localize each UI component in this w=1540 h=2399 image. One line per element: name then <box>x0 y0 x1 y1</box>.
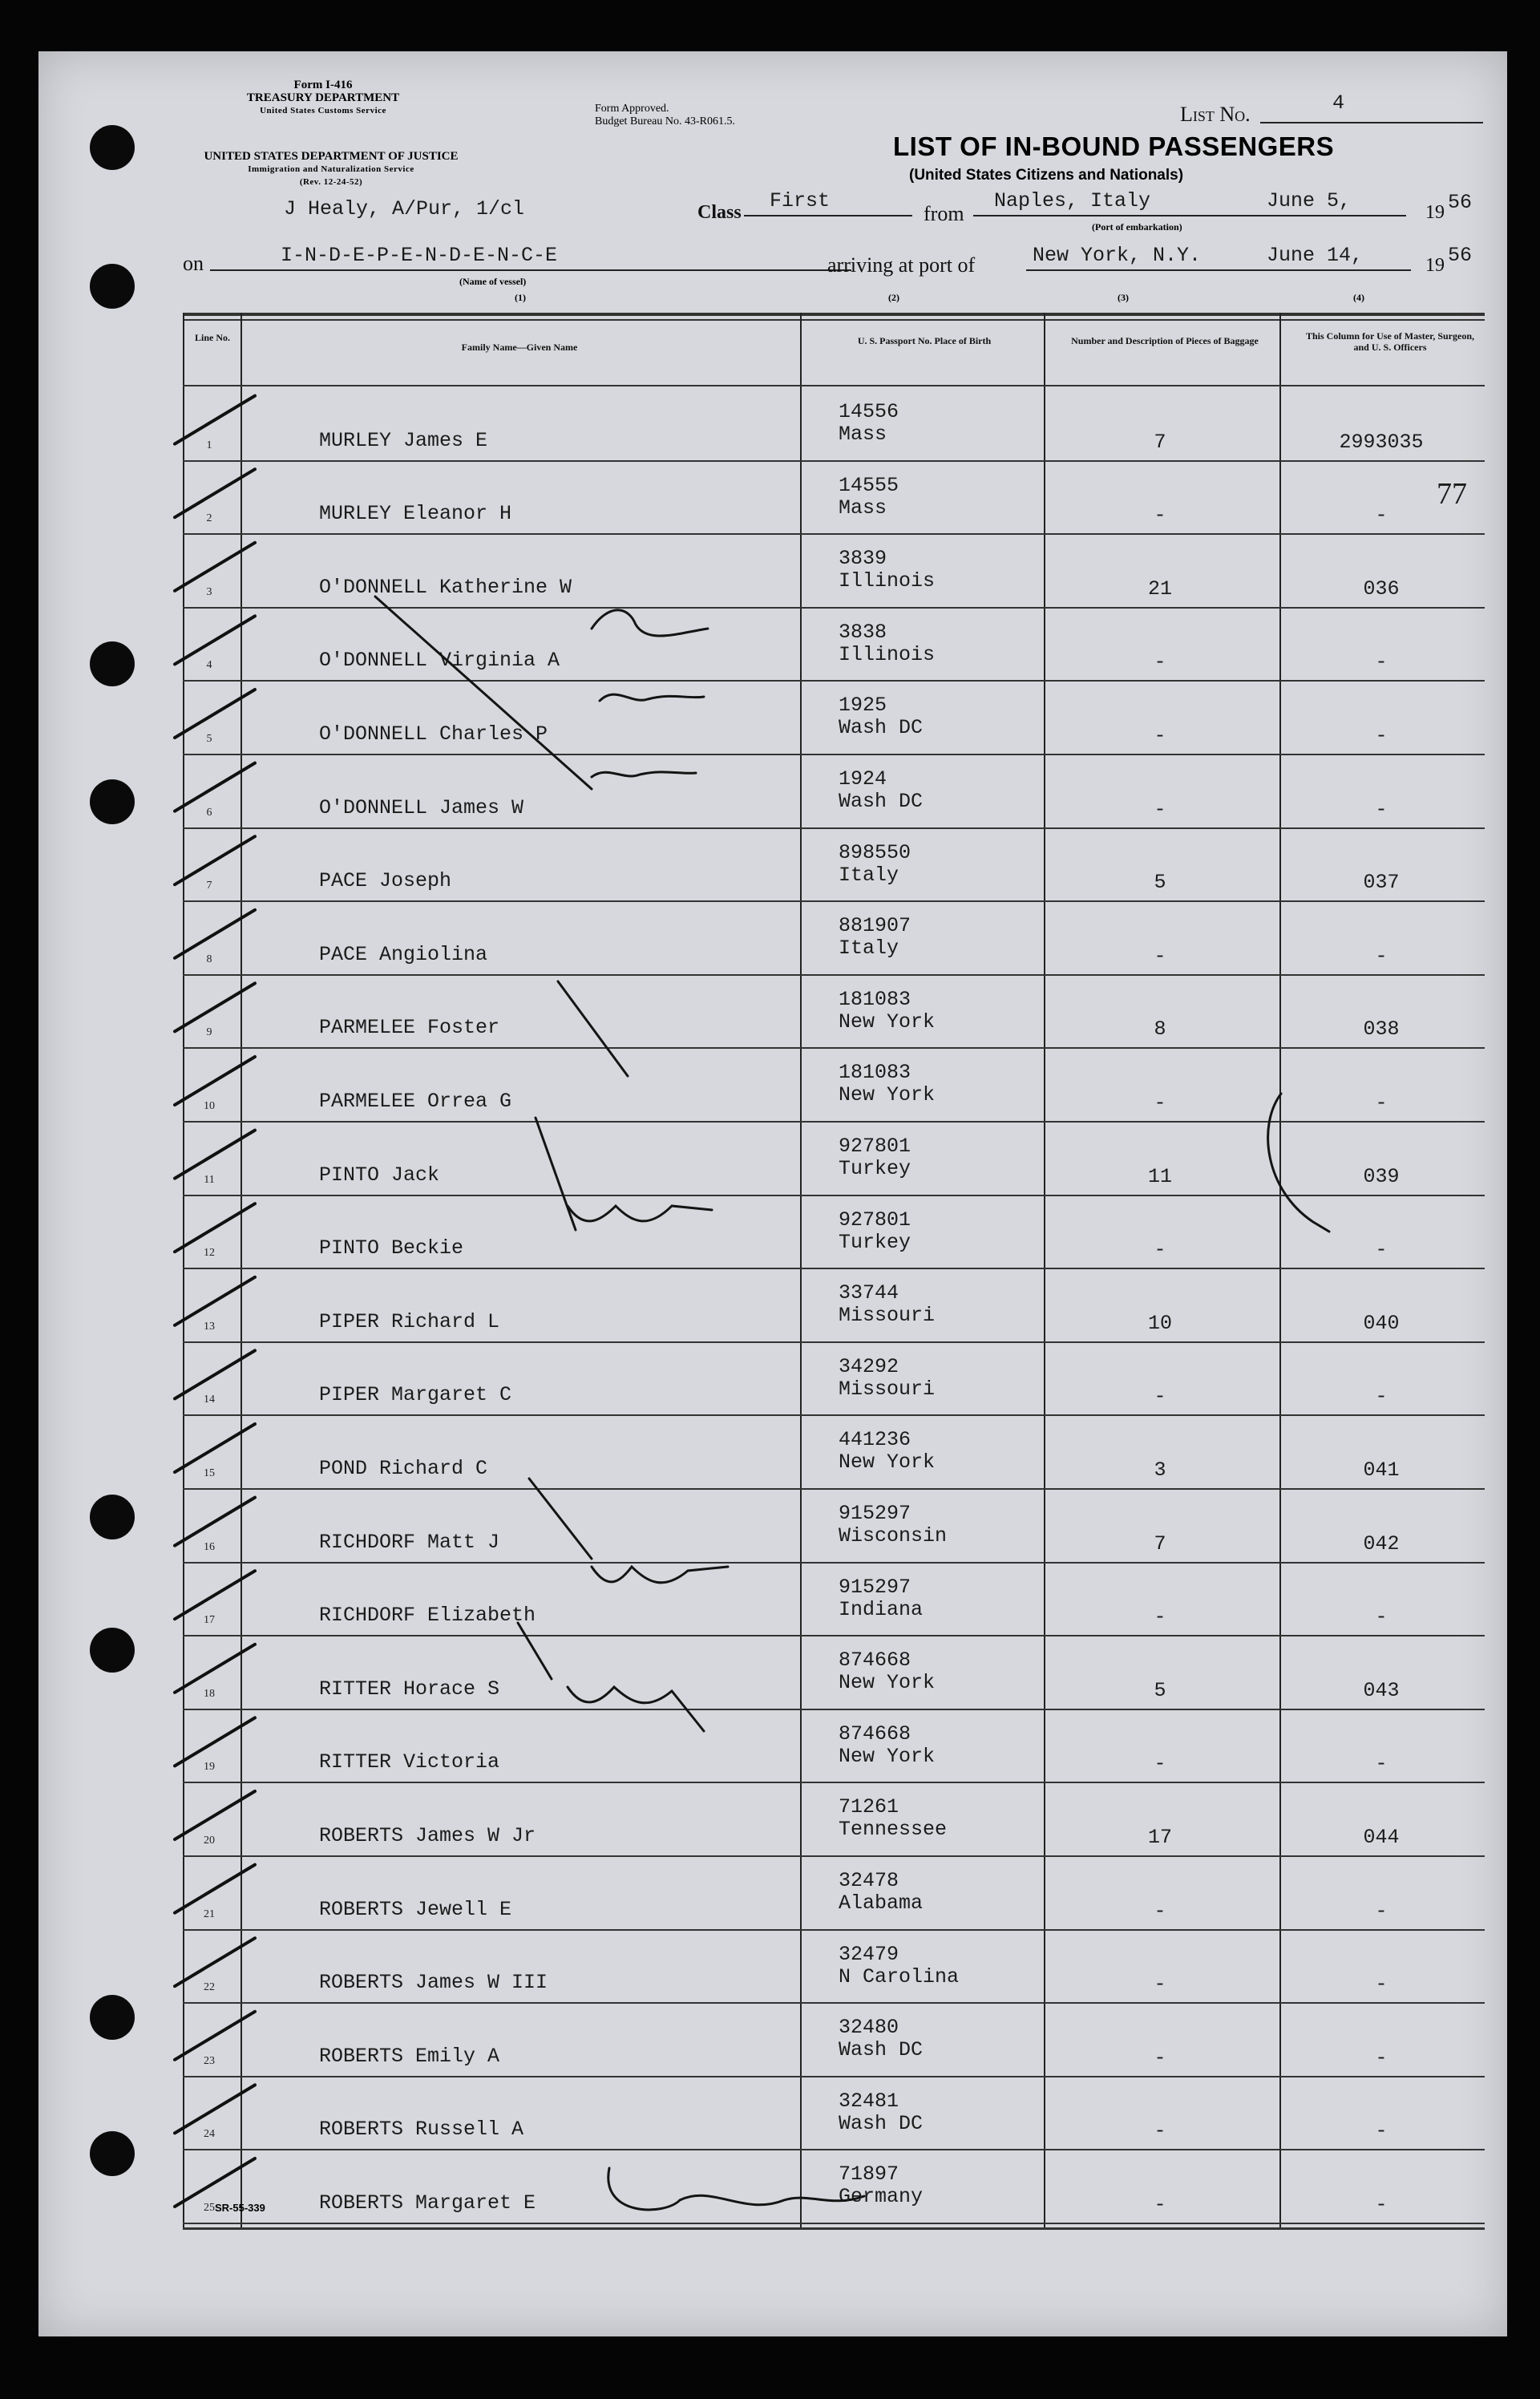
list-no-label: List No. <box>1180 103 1251 126</box>
place-of-birth: Italy <box>839 937 899 961</box>
budget-bureau: Budget Bureau No. 43-R061.5. <box>595 115 735 127</box>
baggage-count: - <box>1154 1605 1166 1629</box>
line-number: 15 <box>204 1467 215 1479</box>
check-mark <box>175 690 255 738</box>
passport-number: 915297 <box>839 1575 911 1599</box>
line-number: 20 <box>204 1834 215 1847</box>
place-of-birth: N Carolina <box>839 1964 960 1988</box>
line-number: 23 <box>204 2054 215 2067</box>
revision-date: (Rev. 12-24-52) <box>299 177 363 187</box>
passenger-name: RITTER Victoria <box>319 1750 500 1774</box>
baggage-count: - <box>1154 504 1166 528</box>
check-mark <box>175 1865 255 1913</box>
col-num-2: (2) <box>888 292 899 303</box>
check-mark <box>175 983 255 1031</box>
passport-number: 927801 <box>839 1135 911 1158</box>
place-of-birth: Italy <box>839 863 899 887</box>
check-mark <box>175 2085 255 2133</box>
from-port: Naples, Italy <box>994 189 1151 212</box>
passenger-name: O'DONNELL Virginia A <box>319 649 560 673</box>
passport-number: 181083 <box>839 987 911 1011</box>
from-label: from <box>924 202 964 225</box>
passport-number: 927801 <box>839 1208 911 1232</box>
passport-number: 14556 <box>839 400 899 423</box>
place-of-birth: New York <box>839 1671 936 1695</box>
officer-entry: - <box>1375 504 1388 528</box>
line-number: 24 <box>204 2128 215 2141</box>
from-year-prefix: 19 <box>1425 202 1445 223</box>
check-mark <box>175 1424 255 1472</box>
passport-number: 14555 <box>839 473 899 497</box>
passenger-name: RITTER Horace S <box>319 1677 500 1701</box>
baggage-count: 7 <box>1154 1531 1166 1556</box>
passenger-manifest-page <box>38 51 1507 2336</box>
baggage-count: 17 <box>1147 1825 1172 1849</box>
from-date: June 5, <box>1267 189 1352 212</box>
check-mark <box>175 1717 255 1766</box>
passenger-name: ROBERTS James W Jr <box>319 1823 536 1847</box>
place-of-birth: Wash DC <box>839 2038 924 2062</box>
passenger-name: O'DONNELL Charles P <box>319 722 548 746</box>
line-number: 12 <box>204 1247 215 1260</box>
vessel-name: I-N-D-E-P-E-N-D-E-N-C-E <box>281 244 558 267</box>
check-mark <box>175 1571 255 1619</box>
passenger-name: ROBERTS Russell A <box>319 2118 524 2142</box>
passenger-name: RICHDORF Matt J <box>319 1530 500 1554</box>
passenger-name: MURLEY James E <box>319 428 488 452</box>
line-number: 25 <box>204 2201 215 2214</box>
officer-entry: - <box>1375 1899 1388 1923</box>
baggage-count: 10 <box>1147 1311 1172 1335</box>
passenger-name: PARMELEE Orrea G <box>319 1089 512 1113</box>
baggage-count: - <box>1154 1238 1166 1262</box>
col-num-1: (1) <box>515 292 526 303</box>
check-mark <box>175 1057 255 1105</box>
place-of-birth: Turkey <box>839 1230 911 1254</box>
line-number: 2 <box>206 512 212 525</box>
check-mark <box>175 1350 255 1398</box>
passport-number: 898550 <box>839 840 911 864</box>
baggage-count: 3 <box>1154 1458 1166 1482</box>
list-title: LIST OF IN-BOUND PASSENGERS <box>893 131 1335 161</box>
handwritten-wife <box>592 1567 728 1583</box>
passenger-name: PACE Angiolina <box>319 942 488 966</box>
form-approved: Form Approved. <box>595 103 669 115</box>
line-number: 17 <box>204 1614 215 1627</box>
officer-entry: 042 <box>1363 1531 1400 1556</box>
baggage-count: - <box>1154 1752 1166 1776</box>
class-label: Class <box>697 202 742 223</box>
line-number: 8 <box>206 953 212 965</box>
arrival-date: June 14, <box>1267 244 1364 267</box>
check-mark <box>175 1645 255 1693</box>
baggage-count: - <box>1154 944 1166 968</box>
margin-note-77: 77 <box>1437 477 1467 511</box>
passenger-name: ROBERTS James W III <box>319 1971 548 1995</box>
place-of-birth: New York <box>839 1450 936 1475</box>
baggage-count: - <box>1154 1899 1166 1923</box>
passport-number: 32479 <box>839 1942 899 1966</box>
passenger-name: O'DONNELL James W <box>319 795 524 819</box>
col-header-officers: This Column for Use of Master, Surgeon, and U. S. Officers <box>1305 330 1474 353</box>
handwritten-wife <box>568 1687 704 1731</box>
passport-number: 3838 <box>839 620 887 644</box>
check-mark <box>175 1498 255 1546</box>
officer-entry: - <box>1375 1238 1388 1262</box>
line-number: 21 <box>204 1907 215 1920</box>
baggage-count: 11 <box>1147 1164 1172 1188</box>
line-number: 13 <box>204 1320 215 1333</box>
baggage-count: - <box>1154 797 1166 821</box>
line-number: 7 <box>206 880 212 892</box>
passenger-name: ROBERTS Emily A <box>319 2044 500 2068</box>
passenger-name: PACE Joseph <box>319 869 452 893</box>
check-mark <box>175 2012 255 2060</box>
passenger-name: POND Richard C <box>319 1456 488 1480</box>
baggage-count: 8 <box>1154 1017 1166 1042</box>
col-header-line: Line No. <box>194 332 230 343</box>
handwritten-son <box>600 694 704 701</box>
passenger-name: PINTO Jack <box>319 1163 440 1187</box>
officer-entry: - <box>1375 1752 1388 1776</box>
line-number: 3 <box>206 585 212 598</box>
passport-number: 441236 <box>839 1428 911 1452</box>
handwritten-wife <box>568 1206 712 1221</box>
check-mark <box>175 616 255 664</box>
col-header-passport: U. S. Passport No. Place of Birth <box>857 335 992 346</box>
baggage-count: - <box>1154 2192 1166 2216</box>
line-number: 19 <box>204 1761 215 1774</box>
check-mark <box>175 1277 255 1325</box>
passenger-name: PIPER Margaret C <box>319 1383 512 1407</box>
arriving-label: arriving at port of <box>827 253 976 277</box>
col-num-4: (4) <box>1353 292 1364 303</box>
handwritten-son <box>592 772 696 777</box>
passport-number: 1925 <box>839 694 887 718</box>
passport-number: 874668 <box>839 1649 911 1673</box>
justice-dept: UNITED STATES DEPARTMENT OF JUSTICE <box>204 150 459 163</box>
place-of-birth: Wisconsin <box>839 1524 948 1547</box>
check-mark <box>175 1204 255 1252</box>
officer-entry: 041 <box>1363 1458 1400 1482</box>
place-of-birth: Illinois <box>839 642 936 666</box>
passenger-name: PINTO Beckie <box>319 1236 464 1260</box>
officer-entry: - <box>1375 1385 1388 1409</box>
passport-number: 34292 <box>839 1354 899 1378</box>
officer-entry: 039 <box>1363 1164 1400 1188</box>
col-num-3: (3) <box>1118 292 1129 303</box>
place-of-birth: New York <box>839 1083 936 1107</box>
place-of-birth: Mass <box>839 423 887 446</box>
passenger-name: RICHDORF Elizabeth <box>319 1604 536 1628</box>
officer-entry: - <box>1375 944 1388 968</box>
officer-entry: 037 <box>1363 871 1400 895</box>
place-of-birth: Missouri <box>839 1304 936 1328</box>
passport-number: 881907 <box>839 914 911 938</box>
place-of-birth: New York <box>839 1744 936 1768</box>
form-number: Form I-416 <box>293 79 353 91</box>
customs-service: United States Customs Service <box>260 106 386 115</box>
class-value: First <box>770 189 831 212</box>
line-number: 9 <box>206 1026 212 1039</box>
baggage-count: - <box>1154 2045 1166 2069</box>
place-of-birth: Missouri <box>839 1377 936 1401</box>
baggage-count: - <box>1154 650 1166 674</box>
officer-entry: - <box>1375 650 1388 674</box>
list-subtitle: (United States Citizens and Nationals) <box>909 167 1184 184</box>
passport-number: 1924 <box>839 767 887 791</box>
passport-number: 33744 <box>839 1281 899 1305</box>
baggage-count: - <box>1154 2119 1166 2143</box>
passenger-name: ROBERTS Margaret E <box>319 2191 536 2215</box>
handwriting-overlay <box>38 51 1507 2336</box>
list-no-value: 4 <box>1332 91 1345 115</box>
from-year: 56 <box>1448 191 1473 214</box>
officer-entry: 040 <box>1363 1311 1400 1335</box>
check-mark <box>175 763 255 811</box>
baggage-count: 7 <box>1154 430 1166 454</box>
officer-entry: - <box>1375 1090 1388 1115</box>
place-of-birth: Alabama <box>839 1891 924 1915</box>
port-caption: (Port of embarkation) <box>1092 221 1182 233</box>
place-of-birth: Germany <box>839 2185 924 2209</box>
officer-entry: 043 <box>1363 1678 1400 1702</box>
passenger-name: ROBERTS Jewell E <box>319 1897 512 1921</box>
place-of-birth: Tennessee <box>839 1818 948 1842</box>
officer-entry: - <box>1375 1972 1388 1996</box>
passport-number: 32481 <box>839 2089 899 2113</box>
passenger-name: PARMELEE Foster <box>319 1016 500 1040</box>
arrival-port: New York, N.Y. <box>1033 244 1202 267</box>
place-of-birth: Turkey <box>839 1157 911 1180</box>
baggage-count: 5 <box>1154 871 1166 895</box>
passport-number: 32480 <box>839 2016 899 2040</box>
check-mark <box>175 1131 255 1179</box>
officer-entry: - <box>1375 2045 1388 2069</box>
check-mark <box>175 2158 255 2207</box>
officer-entry: - <box>1375 1605 1388 1629</box>
line-number: 11 <box>204 1173 215 1186</box>
treasury-dept: TREASURY DEPARTMENT <box>246 91 400 104</box>
officer-entry: - <box>1375 723 1388 747</box>
check-mark <box>175 1791 255 1839</box>
passport-number: 32478 <box>839 1869 899 1892</box>
check-mark <box>175 469 255 517</box>
baggage-count: - <box>1154 723 1166 747</box>
line-number: 6 <box>206 806 212 819</box>
passport-number: 181083 <box>839 1061 911 1085</box>
place-of-birth: Wash DC <box>839 790 924 813</box>
ins-service: Immigration and Naturalization Service <box>248 164 414 174</box>
officer-entry: 044 <box>1363 1825 1400 1849</box>
check-mark <box>175 910 255 958</box>
line-number: 16 <box>204 1540 215 1553</box>
passenger-name: MURLEY Eleanor H <box>319 502 512 526</box>
passport-number: 874668 <box>839 1721 911 1746</box>
officer-entry: 2993035 <box>1339 430 1424 454</box>
handwritten-daughter <box>592 610 708 636</box>
place-of-birth: New York <box>839 1009 936 1034</box>
arrival-year: 56 <box>1448 244 1473 267</box>
passenger-name: O'DONNELL Katherine W <box>319 575 572 599</box>
place-of-birth: Illinois <box>839 569 936 593</box>
check-mark <box>175 1938 255 1986</box>
handwritten-bottom-note <box>608 2168 864 2210</box>
line-number: 14 <box>204 1394 215 1406</box>
baggage-count: 5 <box>1154 1678 1166 1702</box>
line-number: 22 <box>204 1981 215 1994</box>
officer-name: J Healy, A/Pur, 1/cl <box>284 197 525 220</box>
on-label: on <box>183 252 204 275</box>
line-number: 10 <box>204 1099 215 1112</box>
place-of-birth: Wash DC <box>839 2111 924 2135</box>
col-header-name: Family Name—Given Name <box>461 342 578 353</box>
passport-number: 71261 <box>839 1795 899 1819</box>
place-of-birth: Indiana <box>839 1597 924 1621</box>
check-mark <box>175 396 255 444</box>
line-number: 18 <box>204 1687 215 1700</box>
baggage-count: - <box>1154 1385 1166 1409</box>
place-of-birth: Wash DC <box>839 716 924 740</box>
place-of-birth: Mass <box>839 496 887 520</box>
col-header-baggage: Number and Description of Pieces of Baggage <box>1071 335 1259 346</box>
vessel-caption: (Name of vessel) <box>459 276 527 287</box>
arrival-year-prefix: 19 <box>1425 255 1445 276</box>
passport-number: 3839 <box>839 547 887 571</box>
baggage-count: 21 <box>1147 576 1172 601</box>
baggage-count: - <box>1154 1090 1166 1115</box>
form-code: SR-55-339 <box>215 2202 265 2214</box>
officer-entry: 038 <box>1363 1017 1400 1042</box>
passport-number: 915297 <box>839 1502 911 1525</box>
line-number: 5 <box>206 732 212 745</box>
baggage-count: - <box>1154 1972 1166 1996</box>
officer-entry: 036 <box>1363 576 1400 601</box>
check-mark <box>175 543 255 591</box>
check-mark <box>175 836 255 884</box>
officer-entry: - <box>1375 2119 1388 2143</box>
passport-number: 71897 <box>839 2162 899 2187</box>
line-number: 1 <box>206 439 212 451</box>
officer-entry: - <box>1375 797 1388 821</box>
officer-entry: - <box>1375 2192 1388 2216</box>
passenger-name: PIPER Richard L <box>319 1309 500 1333</box>
line-number: 4 <box>206 659 212 672</box>
